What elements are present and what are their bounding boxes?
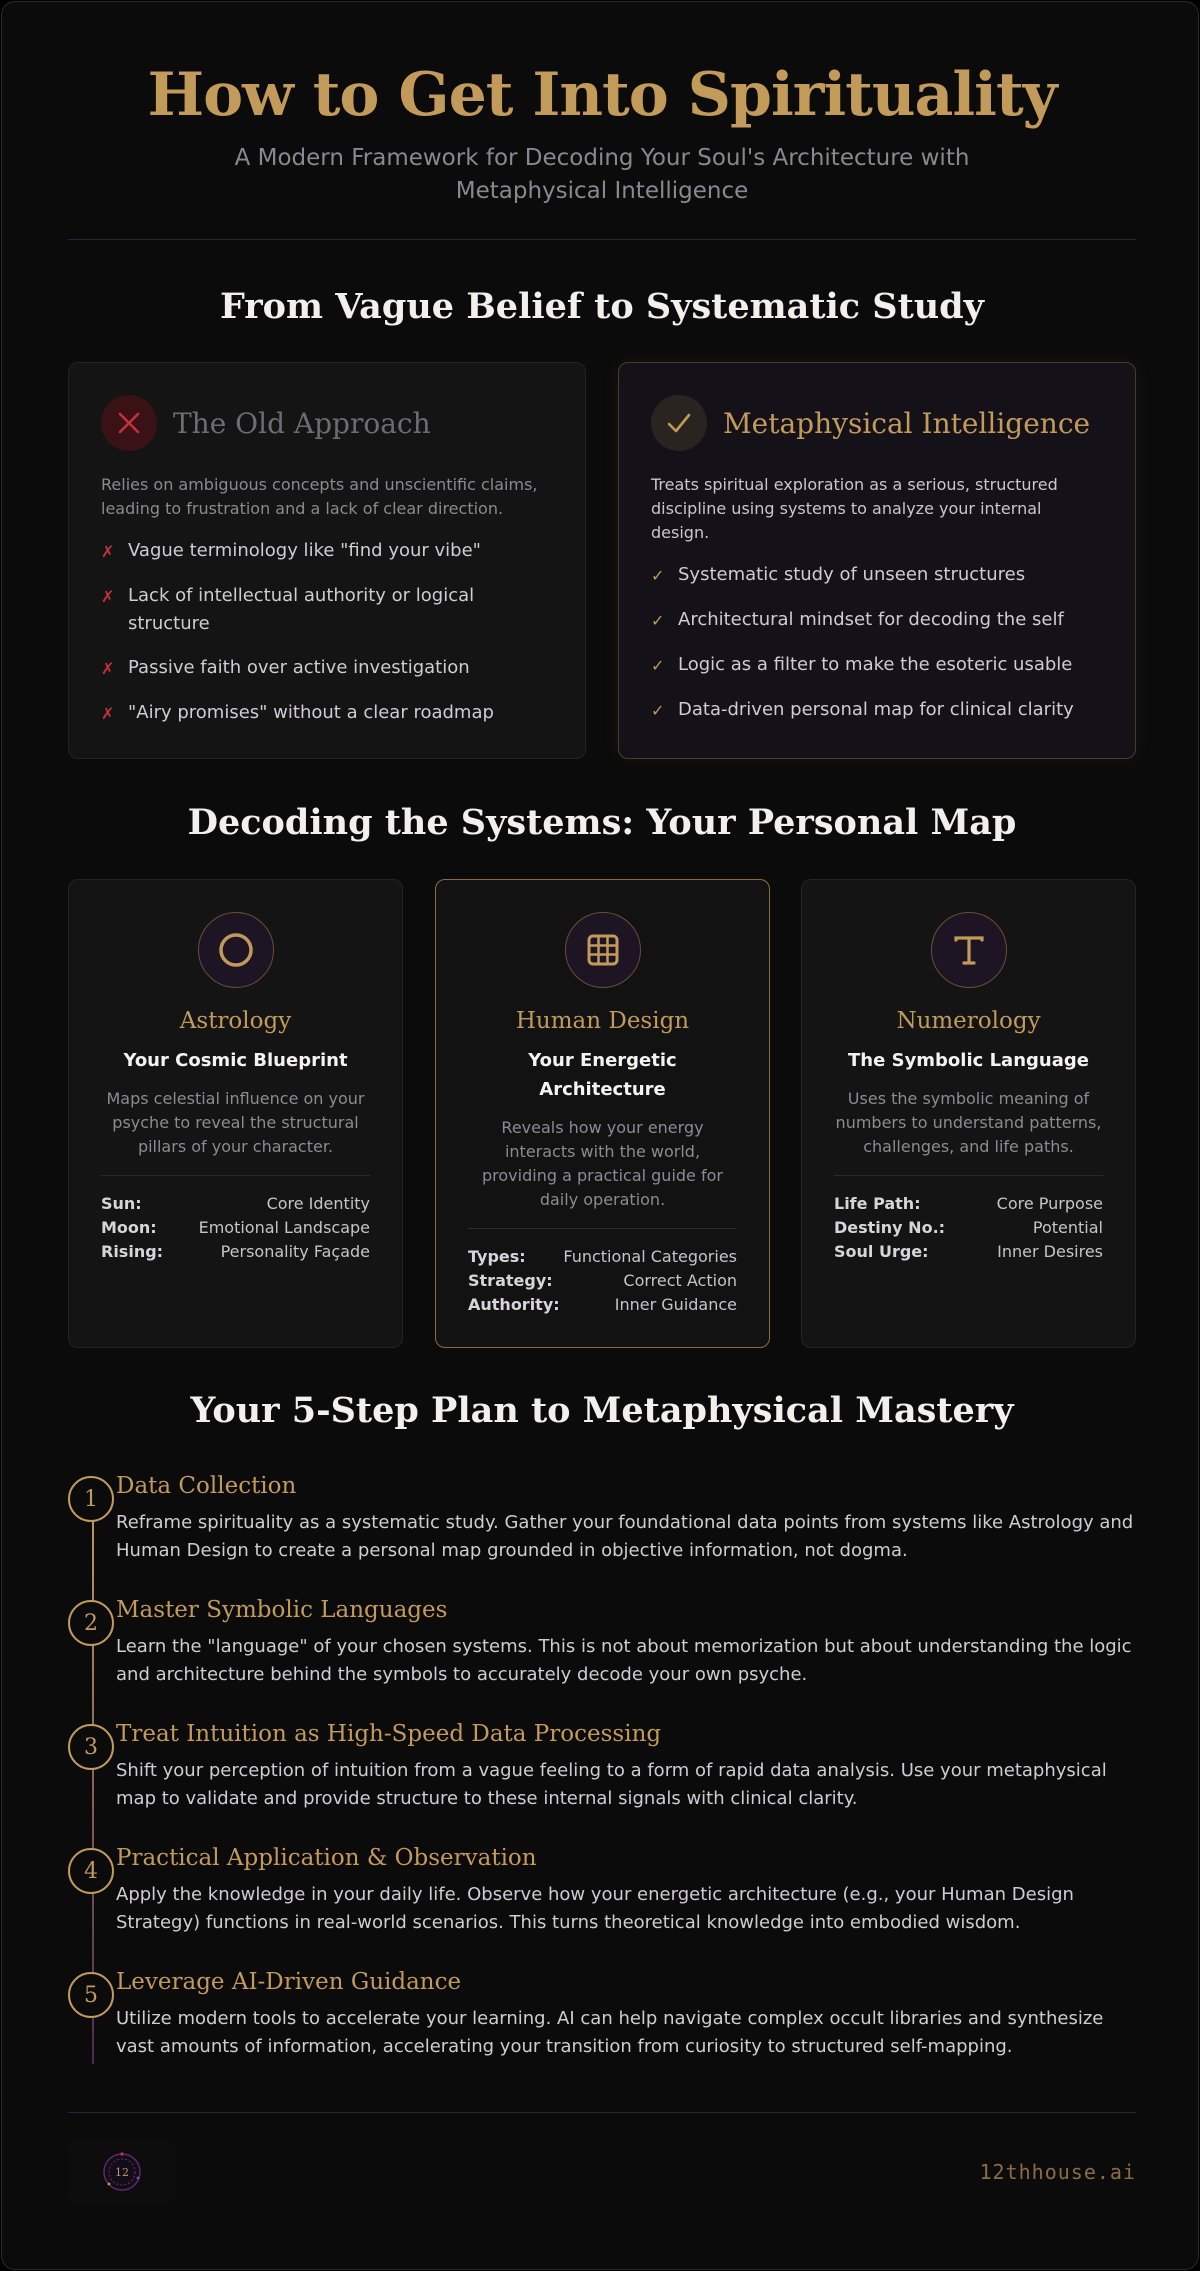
brand-logo [68,2142,176,2202]
attribute-row: Moon: Emotional Landscape [101,1218,370,1237]
step-title: Treat Intuition as High-Speed Data Processing [116,1721,662,1747]
step-title: Practical Application & Observation [116,1845,537,1871]
attribute-row: Life Path: Core Purpose [834,1194,1103,1213]
system-name: Human Design [515,1008,690,1034]
step-text: Apply the knowledge in your daily life. Observe how your energetic architecture (e.g., your Human Design Strategy) functions in real-world scenarios. This turns theoretical knowledge into embodied wisdom. [116,1884,1074,1933]
cross-mark-icon: ✗ [101,659,115,678]
logo-text: 12 [115,2166,129,2179]
step-number-badge: 3 [68,1724,114,1770]
step-text: Learn the "language" of your chosen systems. This is not about memorization but about understanding the logic and architecture behind the symbols to accurately decode your own psyche. [116,1636,1132,1685]
list-item: ✗ Vague terminology like "find your vibe" [101,537,553,566]
human-design-card [435,879,770,1348]
step-number-badge: 1 [68,1476,114,1522]
system-description: Maps celestial influence on your psyche to reveal the structural pillars of your character. [106,1089,365,1156]
cross-mark-icon: ✗ [101,704,115,723]
system-name: Astrology [179,1008,292,1034]
attribute-row: Sun: Core Identity [101,1194,370,1213]
old-approach-description: Relies on ambiguous concepts and unscientific claims, leading to frustration and a lack of clear direction. [101,475,538,518]
list-item: ✓ Systematic study of unseen structures [651,561,1103,590]
card-divider [468,1228,737,1229]
systems-section-title: Decoding the Systems: Your Personal Map [187,802,1017,843]
step-number-badge: 4 [68,1848,114,1894]
check-mark-icon: ✓ [651,656,665,675]
footer-divider [68,2112,1136,2113]
list-item: ✗ Lack of intellectual authority or logical structure [101,582,553,638]
system-description: Uses the symbolic meaning of numbers to understand patterns, challenges, and life paths. [835,1089,1102,1156]
old-approach-list [101,537,553,728]
step-number-badge: 5 [68,1972,114,2018]
attribute-row: Authority: Inner Guidance [468,1295,737,1314]
card-divider [101,1175,370,1176]
metaphysical-intelligence-header [651,395,1103,451]
system-attributes [834,1192,1103,1264]
numerology-card [801,879,1136,1348]
list-item: ✗ Passive faith over active investigation [101,654,553,683]
astrology-card [68,879,403,1348]
metaphysical-intelligence-description: Treats spiritual exploration as a serious, structured discipline using systems to analyze your internal design. [651,475,1058,542]
list-item: ✗ "Airy promises" without a clear roadmap [101,699,553,728]
metaphysical-intelligence-title: Metaphysical Intelligence [723,406,1091,440]
step-text: Shift your perception of intuition from a vague feeling to a form of rapid data analysis. Use your metaphysical map to validate and provide structure to these internal signals with clinical clarity. [116,1760,1107,1809]
step-title: Data Collection [116,1473,297,1499]
cross-mark-icon: ✗ [101,587,115,606]
list-item: ✓ Architectural mindset for decoding the self [651,606,1103,635]
attribute-row: Types: Functional Categories [468,1247,737,1266]
system-tagline: Your Energetic Architecture [528,1050,677,1100]
step-title: Master Symbolic Languages [116,1597,448,1623]
old-approach-card [68,362,586,759]
check-icon [651,395,707,451]
cross-mark-icon: ✗ [101,542,115,561]
step-text: Reframe spirituality as a systematic study. Gather your foundational data points from systems like Astrology and Human Design to create a personal map grounded in objective information, not dogma. [116,1512,1134,1561]
letter-t-icon [931,912,1007,988]
footer-url[interactable]: 12thhouse.ai [979,2160,1136,2184]
list-item: ✓ Data-driven personal map for clinical clarity [651,696,1103,725]
metaphysical-intelligence-card [618,362,1136,759]
list-item: ✓ Logic as a filter to make the esoteric usable [651,651,1103,680]
attribute-row: Soul Urge: Inner Desires [834,1242,1103,1261]
plan-section-title: Your 5-Step Plan to Metaphysical Mastery [190,1390,1014,1431]
old-approach-title: The Old Approach [173,406,431,440]
metaphysical-intelligence-list [651,561,1103,725]
grid-icon [565,912,641,988]
old-approach-header [101,395,553,451]
check-mark-icon: ✓ [651,566,665,585]
step-title: Leverage AI-Driven Guidance [116,1969,462,1995]
system-name: Numerology [896,1008,1041,1034]
page-subtitle: A Modern Framework for Decoding Your Soul's Architecture with Metaphysical Intelligence [234,145,970,204]
step-text: Utilize modern tools to accelerate your learning. AI can help navigate complex occult libraries and synthesize vast amounts of information, accelerating your transition from curiosity to structured self-mapping. [116,2008,1104,2057]
attribute-row: Rising: Personality Façade [101,1242,370,1261]
system-tagline: The Symbolic Language [848,1050,1089,1071]
attribute-row: Destiny No.: Potential [834,1218,1103,1237]
attribute-row: Strategy: Correct Action [468,1271,737,1290]
check-mark-icon: ✓ [651,701,665,720]
page-frame [1,1,1199,2270]
system-description: Reveals how your energy interacts with the world, providing a practical guide for daily operation. [482,1118,723,1209]
card-divider [834,1175,1103,1176]
header-divider [68,239,1136,240]
comparison-section-title: From Vague Belief to Systematic Study [219,286,984,327]
system-attributes [101,1192,370,1264]
check-mark-icon: ✓ [651,611,665,630]
step-number-badge: 2 [68,1600,114,1646]
system-tagline: Your Cosmic Blueprint [123,1050,348,1071]
system-attributes [468,1245,737,1317]
x-icon [101,395,157,451]
circle-icon [198,912,274,988]
page-title: How to Get Into Spirituality [147,60,1057,130]
